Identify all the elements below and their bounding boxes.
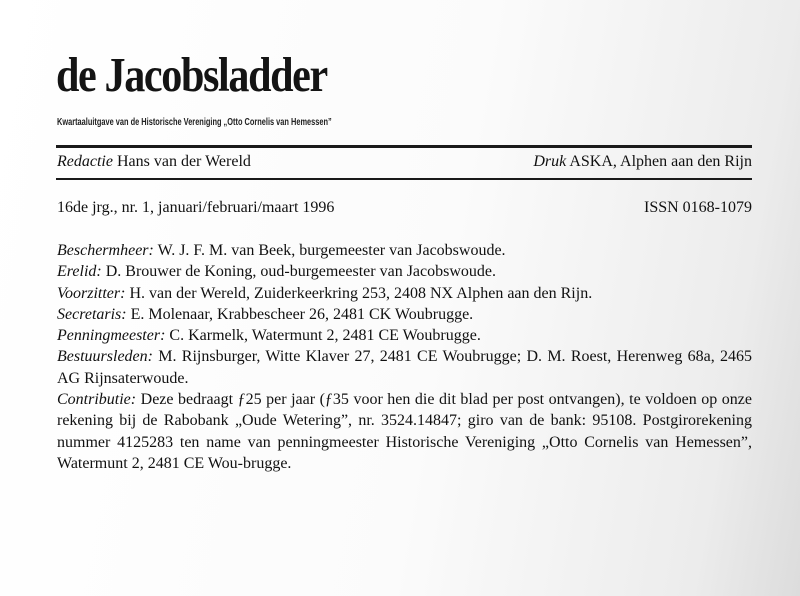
entry-penningmeester [57,325,752,346]
entry-text: H. van der Wereld, Zuiderkeerkring 253, 2408 NX Alphen aan den Rijn. [129,284,593,302]
masthead-title: de Jacobsladder [56,47,327,102]
entry-text: D. Brouwer de Koning, oud-burgemeester van Jacobswoude. [105,263,497,281]
issue-row [57,199,752,217]
entry-contributie [57,389,752,474]
printer-credit [533,153,752,171]
printer-name: ASKA, Alphen aan den Rijn [569,153,752,170]
top-rule [56,145,752,148]
entry-erelid [57,261,752,282]
entry-label: Bestuursleden: [57,348,153,366]
issue-volume: 16de jrg., nr. 1, januari/februari/maart 1996 [57,199,335,216]
entry-label: Erelid: [57,263,102,281]
entry-label: Penningmeester: [57,327,166,345]
entry-secretaris [57,304,752,325]
printer-label: Druk [533,153,567,170]
entry-label: Contributie: [57,391,137,409]
entry-voorzitter [57,283,752,304]
entry-text: M. Rijnsburger, Witte Klaver 27, 2481 CE Woubrugge; D. M. Roest, Herenweg 68a, 2465 AG Rijnsaterwoude. [57,348,753,387]
entry-label: Voorzitter: [57,284,126,302]
credits-row [57,153,752,171]
entry-label: Beschermheer: [57,242,154,259]
entry-text: C. Karmelk, Watermunt 2, 2481 CE Woubrugge. [169,327,481,345]
entry-bestuursleden [57,346,752,389]
editor-name: Hans van der Wereld [116,153,251,170]
entry-text: Deze bedraagt ƒ25 per jaar (ƒ35 voor hen die dit blad per post ontvangen), te voldoen op onze rekening bij de Rabobank „Oude Wetering”, nr. 3524.14847; giro van de bank: 95108. Postgirorekening nummer 4125283 ten name van penningmeester Historische Vereniging „Otto Cornelis van Hemessen”, Watermunt 2, 2481 CE Wou-brugge. [57,391,752,472]
entry-text: W. J. F. M. van Beek, burgemeester van Jacobswoude. [157,242,506,259]
entry-label: Secretaris: [57,305,127,323]
issn: ISSN 0168-1079 [643,199,752,216]
bottom-rule [56,178,752,180]
editor-credit [57,153,251,171]
editor-label: Redactie [57,153,113,170]
board-info [57,240,752,474]
entry-beschermheer [57,240,752,261]
masthead-subtitle: Kwartaaluitgave van de Historische Vereniging „Otto Cornelis van Hemessen” [57,117,332,128]
entry-text: E. Molenaar, Krabbescheer 26, 2481 CK Woubrugge. [130,305,474,323]
